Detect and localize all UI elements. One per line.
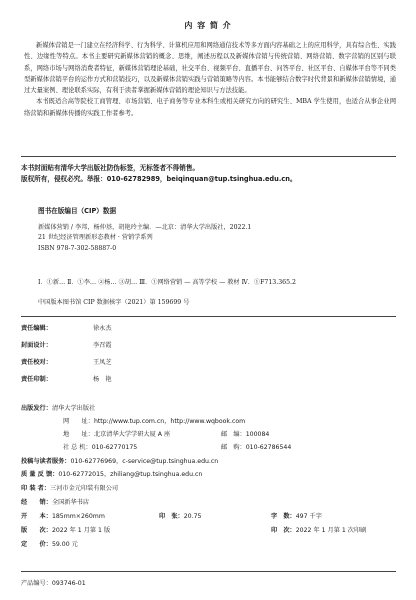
role-label: 责任印制： bbox=[21, 376, 52, 383]
intro-paragraph: 新媒体营销是一门建立在经济科学、行为科学、计算机应用和网络通信技术等多方面内容基础之上的应用科学，具有综合性、实践性、边缘性等特点。本书主要研究新媒体营销的概念、思维，阐述历程以及新媒体营销与传统营销、网络营销、数字营销的区别与联系，网络市场与网络消费者特征，新媒体营销理论基础，社交平台、视频平台、直播平台、问答平台、社区平台、自媒体平台等不同类型新媒体营销平台的运作方式和营销技巧，以及新媒体营销实践与营销策略等内容。本书能够结合数字时代背景和新媒体营销情境，通过大量案例、理论联系实际，有利于读者掌握新媒体营销的理论知识与方法技能。 bbox=[24, 42, 396, 95]
distributor-row bbox=[21, 497, 89, 506]
address-row bbox=[63, 429, 170, 438]
cip-classification: Ⅰ．①新… Ⅱ．①李… ②杨… ③胡… Ⅲ．①网络营销 — 高等学校 — 教材 Ⅳ．①F713.365.2 bbox=[38, 279, 296, 286]
website-row bbox=[63, 416, 245, 425]
mail-order-label: 邮 购： bbox=[221, 444, 246, 451]
address-value: 北京清华大学学研大厦 A 座 bbox=[93, 431, 171, 438]
edition-value: 2022 年 1 月第 1 版 bbox=[51, 527, 111, 534]
role-label: 封面设计： bbox=[21, 342, 52, 349]
distributor-value: 全国新华书店 bbox=[51, 499, 90, 506]
reader-service-value: 010-62776969，c-service@tup.tsinghua.edu.cn bbox=[70, 458, 219, 465]
website-value: http://www.tup.com.cn，http://www.wqbook.com bbox=[93, 418, 246, 425]
printing-value: 2022 年 1 月第 1 次印刷 bbox=[295, 527, 367, 534]
report-line: 版权所有，侵权必究。举报：010-62782989，beiqinquan@tup.tsinghua.edu.cn。 bbox=[21, 175, 297, 183]
edition-label: 版 次： bbox=[21, 527, 52, 534]
sheets-label: 印 张： bbox=[159, 513, 184, 520]
switchboard-row bbox=[63, 442, 137, 451]
format-value: 185mm×260mm bbox=[51, 513, 105, 520]
divider bbox=[21, 316, 396, 317]
role-value: 王凤芝 bbox=[93, 359, 112, 366]
address-label: 地 址： bbox=[63, 431, 94, 438]
publisher-row bbox=[21, 403, 95, 412]
reader-service-row bbox=[21, 456, 218, 465]
publisher-name: 清华大学出版社 bbox=[51, 405, 96, 412]
quality-feedback-row bbox=[21, 469, 202, 478]
zip-row bbox=[221, 429, 269, 438]
switchboard-value: 010-62770175 bbox=[91, 444, 138, 451]
price-value: 59.00 元 bbox=[51, 541, 78, 548]
cip-body bbox=[38, 223, 251, 254]
word-count-value: 497 千字 bbox=[295, 513, 322, 520]
printing-row bbox=[271, 525, 366, 534]
role-value: 李召霞 bbox=[93, 342, 112, 349]
role-label: 责任校对： bbox=[21, 359, 52, 366]
quality-feedback-value: 010-62772015，zhiliang@tup.tsinghua.edu.cn bbox=[58, 471, 203, 478]
switchboard-label: 社 总 机： bbox=[63, 444, 92, 451]
format-row bbox=[21, 511, 105, 520]
cip-record-number: 中国版本图书馆 CIP 数据核字（2021）第 159699 号 bbox=[38, 299, 190, 306]
product-code: 产品编号：093746-01 bbox=[21, 580, 86, 587]
cip-line: 新媒体营销 / 李邦，杨仲基，胡艳玲主编．—北京：清华大学出版社，2022.1 bbox=[38, 224, 252, 231]
website-label: 网 址： bbox=[63, 418, 94, 425]
sheets-row bbox=[159, 511, 201, 520]
word-count-label: 字 数： bbox=[271, 513, 296, 520]
role-row bbox=[21, 374, 112, 383]
cip-line: ISBN 978-7-302-58887-0 bbox=[38, 244, 117, 252]
quality-feedback-label: 质 量 反 馈： bbox=[21, 471, 59, 478]
mail-order-row bbox=[221, 442, 291, 451]
zip-label: 邮 编： bbox=[221, 431, 246, 438]
price-row bbox=[21, 539, 78, 548]
price-label: 定 价： bbox=[21, 541, 52, 548]
divider bbox=[21, 571, 396, 572]
page-title: 内 容 简 介 bbox=[184, 21, 232, 30]
sheets-value: 20.75 bbox=[183, 513, 202, 520]
reader-service-label: 投稿与读者服务： bbox=[21, 458, 71, 465]
divider bbox=[21, 156, 396, 157]
role-value: 杨 艳 bbox=[93, 376, 112, 383]
printing-label: 印 次： bbox=[271, 527, 296, 534]
mail-order-value: 010-62786544 bbox=[245, 444, 292, 451]
cip-title: 图书在版编目（CIP）数据 bbox=[38, 207, 117, 215]
role-value: 徐永杰 bbox=[93, 325, 112, 332]
anti-counterfeit-line: 本书封面贴有清华大学出版社防伪标签，无标签者不得销售。 bbox=[21, 164, 200, 172]
role-row bbox=[21, 323, 112, 332]
printer-row bbox=[21, 483, 118, 492]
intro-paragraph: 本书既适合高等院校工商管理、市场营销、电子商务等专业本科生或相关研究方向的研究生、MBA 学生使用，也适合从事企业网络营销和新媒体传播的实践工作者参考。 bbox=[24, 98, 396, 117]
zip-value: 100084 bbox=[245, 431, 270, 438]
word-count-row bbox=[271, 511, 322, 520]
intro-section bbox=[24, 40, 396, 119]
printer-label: 印 装 者： bbox=[21, 485, 51, 492]
role-row bbox=[21, 357, 112, 366]
role-label: 责任编辑： bbox=[21, 325, 52, 332]
edition-row bbox=[21, 525, 110, 534]
publisher-label: 出版发行： bbox=[21, 405, 52, 412]
distributor-label: 经 销： bbox=[21, 499, 52, 506]
copyright-notice bbox=[21, 163, 297, 185]
format-label: 开 本： bbox=[21, 513, 52, 520]
role-row bbox=[21, 340, 112, 349]
printer-value: 三河市金元印装有限公司 bbox=[50, 485, 119, 492]
cip-line: 21 世纪经济管理新形态教材 · 营销学系列 bbox=[38, 234, 153, 242]
